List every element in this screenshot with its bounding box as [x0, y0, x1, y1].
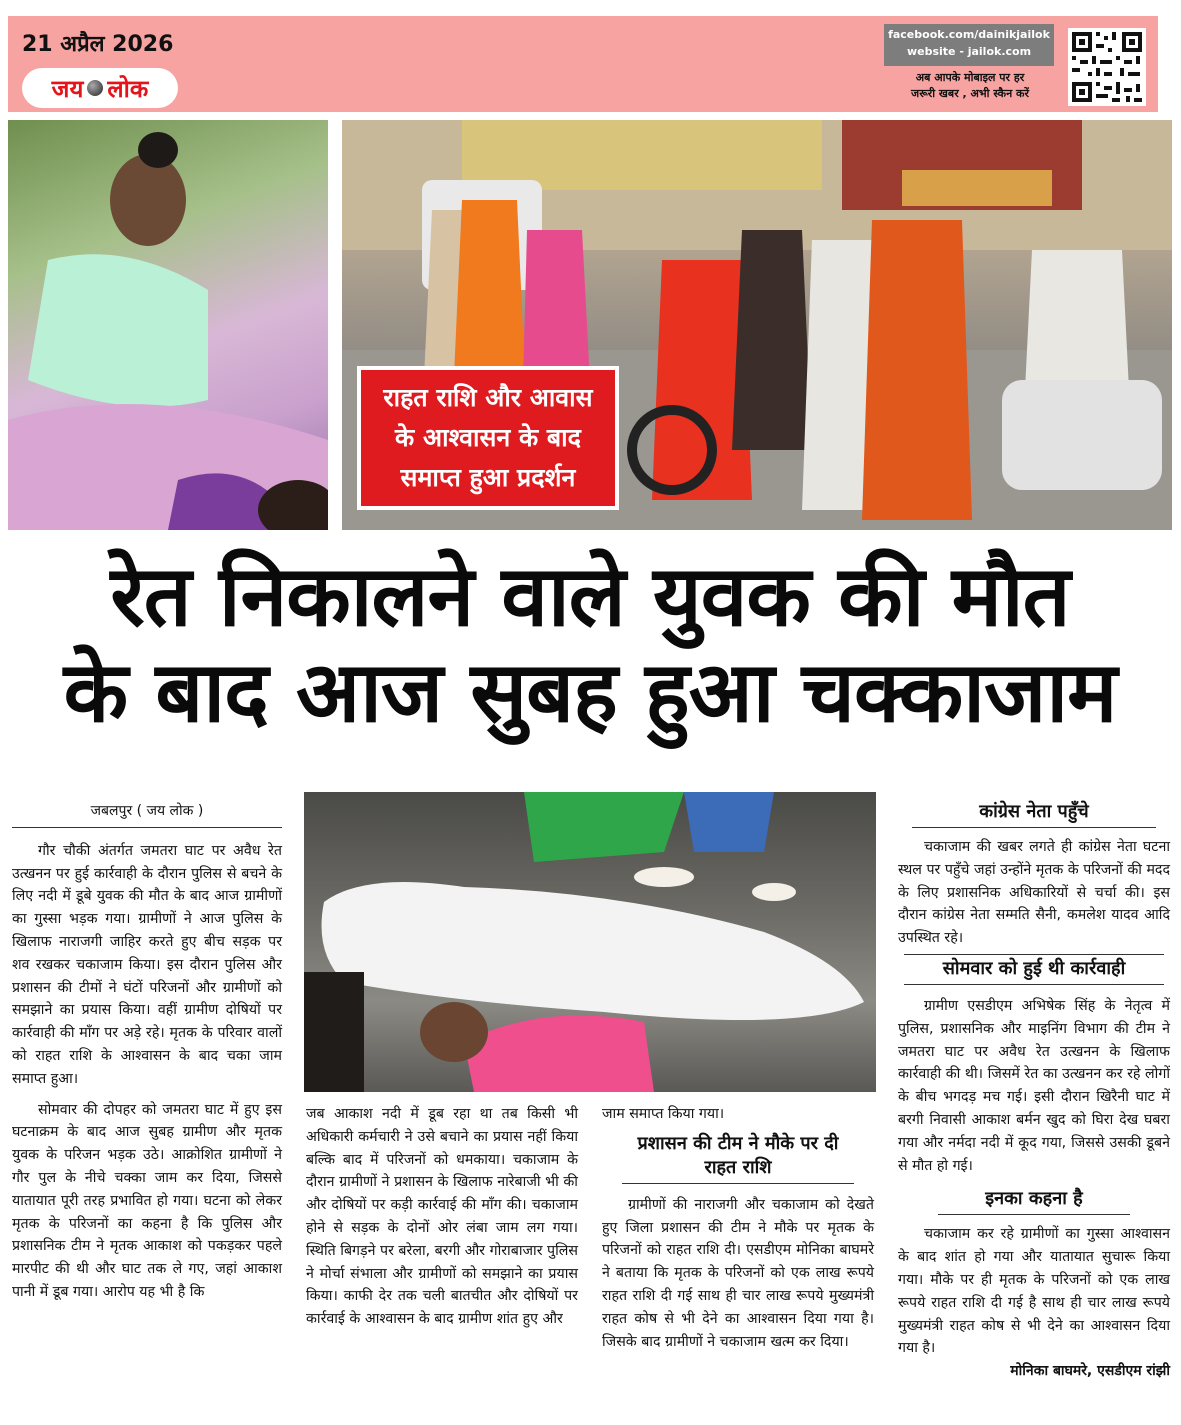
- headline-line-2: के बाद आज सुबह हुआ चक्काजाम: [63, 643, 1117, 741]
- article-column-4: [898, 798, 1170, 1383]
- body-paragraph: जाम समाप्त किया गया।: [602, 1106, 725, 1122]
- subheading-relief-amount: प्रशासन की टीम ने मौके पर दी राहत राशि: [622, 1130, 854, 1184]
- subheading-congress-leaders: कांग्रेस नेता पहुँचे: [912, 798, 1156, 828]
- caption-line-3: समाप्त हुआ प्रदर्शन: [400, 463, 576, 492]
- caption-line-1: राहत राशि और आवास: [383, 383, 593, 412]
- website-link[interactable]: website - jailok.com: [906, 45, 1032, 58]
- article-column-3: [602, 1103, 874, 1353]
- tagline-line-2: जरूरी खबर , अभी स्कैन करें: [911, 87, 1029, 100]
- shrouded-body-photo: [304, 792, 876, 1092]
- globe-icon: [87, 80, 103, 96]
- edition-date: 21 अप्रैल 2026: [22, 32, 174, 57]
- logo-text-right: लोक: [107, 74, 149, 103]
- tagline-line-1: अब आपके मोबाइल पर हर: [915, 71, 1025, 84]
- body-paragraph: चकाजाम की खबर लगते ही कांग्रेस नेता घटना स्थल पर पहुँचे जहां उन्होंने मृतक के परिजनों की मदद के लिए प्रशासनिक अधिकारियों से चर्चा की। इस दौरान कांग्रेस नेता सम्मति सैनी, कमलेश यादव आदि उपस्थित रहे।: [898, 839, 1170, 947]
- social-links-box: [884, 24, 1054, 66]
- logo-text-left: जय: [51, 74, 84, 103]
- body-paragraph: चकाजाम कर रहे ग्रामीणों का गुस्सा आश्वासन के बाद शांत हो गया और यातायात सुचारू किया गया। मौके पर ही मृतक के परिजनों को एक लाख रूपये राहत राशि दी गई है साथ ही चार लाख रूपये मुख्यमंत्री राहत कोष से भी देने का आश्वासन दिया गया है।: [898, 1226, 1170, 1357]
- mourning-women-photo: [8, 120, 328, 530]
- jai-lok-logo: [22, 68, 178, 108]
- facebook-link[interactable]: facebook.com/dainikjailok: [888, 28, 1050, 41]
- main-headline: [10, 548, 1170, 740]
- subheading-statement: इनका कहना है: [938, 1185, 1130, 1215]
- official-signature: मोनिका बाघमरे, एसडीएम रांझी: [1010, 1363, 1170, 1380]
- subheading-monday-action: सोमवार को हुई थी कार्रवाही: [904, 954, 1164, 985]
- qr-code-icon[interactable]: [1068, 28, 1146, 106]
- body-paragraph: ग्रामीण एसडीएम अभिषेक सिंह के नेतृत्व में पुलिस, प्रशासनिक और माइनिंग विभाग की टीम ने जमतरा घाट पर अवैध रेत उत्खनन के खिलाफ कार्रवाही की थी। जिसमें रेत का उत्खनन कर रहे लोगों के बीच भगदड़ मच गई। इसी दौरान खिरैनी घाट में बरगी निवासी आकाश बर्मन खुद को घिरा देख घबरा गया और नर्मदा नदी में कूद गया, जिससे उसकी डूबने से मौत हो गई।: [898, 997, 1170, 1174]
- body-paragraph: सोमवार की दोपहर को जमतरा घाट में हुए इस घटनाक्रम के बाद आज सुबह ग्रामीण और मृतक युवक के परिजन भड़क उठे। आक्रोशित ग्रामीणों ने गौर पुल के नीचे चक्का जाम कर दिया, जिससे यातायात पूरी तरह प्रभावित हो गया। घटना को लेकर मृतक के परिजनों का कहना है कि पुलिस और प्रशासनिक टीम ने मृतक आकाश को पकड़कर पहले मारपीट की थी और घाट तक ले गए, जहां आकाश पानी में डूब गया। आरोप यह भी है कि: [12, 1101, 282, 1300]
- headline-line-1: रेत निकालने वाले युवक की मौत: [110, 547, 1070, 645]
- caption-line-2: के आश्वासन के बाद: [395, 423, 581, 452]
- article-column-2: [306, 1103, 578, 1331]
- body-paragraph: जब आकाश नदी में डूब रहा था तब किसी भी अधिकारी कर्मचारी ने उसे बचाने का प्रयास नहीं किया बल्कि बाद में परिजनों को धमकाया। चकाजाम के दौरान ग्रामीणों ने प्रशासन के खिलाफ नारेबाजी भी की और दोषियों पर कड़ी कार्रवाई की माँग की। चकाजाम होने से सड़क के दोनों ओर लंबा जाम लग गया। स्थिति बिगड़ने पर बरेला, बरगी और गोराबाजार पुलिस ने मोर्चा संभाला और ग्रामीणों को समझाने का प्रयास किया। काफी देर तक चली बातचीत और दोषियों पर कार्रवाई के आश्वासन के बाद ग्रामीण शांत हुए और: [306, 1106, 578, 1328]
- photo-caption-box: [357, 366, 619, 510]
- body-paragraph: ग्रामीणों की नाराजगी और चकाजाम को देखते हुए जिला प्रशासन की टीम ने मौके पर मृतक के परिजनों को राहत राशि दी। एसडीएम मोनिका बाघमरे ने बताया कि मृतक के परिजनों को एक लाख रूपये राहत राशि दी गई साथ ही चार लाख रूपये मुख्यमंत्री राहत कोष से भी देने का आश्वासन दिया गया है। जिसके बाद ग्रामीणों ने चकाजाम खत्म कर दिया।: [602, 1196, 874, 1350]
- scan-tagline: [880, 70, 1060, 102]
- dateline: जबलपुर ( जय लोक ): [12, 800, 282, 828]
- article-column-1: [12, 800, 282, 1304]
- body-paragraph: गौर चौकी अंतर्गत जमतरा घाट पर अवैध रेत उत्खनन पर हुई कार्रवाही के दौरान पुलिस से बचने के लिए नदी में डूबे युवक की मौत के बाद आज ग्रामीणों का गुस्सा भड़क गया। ग्रामीणों ने आज पुलिस के खिलाफ नाराजगी जाहिर करते हुए बीच सड़क पर शव रखकर चकाजाम किया। इस दौरान पुलिस और प्रशासन की टीमों ने घंटों परिजनों और ग्रामीणों को समझाने का प्रयास किया। वहीं ग्रामीण दोषियों पर कार्रवाही की माँग पर अड़े रहे। मृतक के परिवार वालों को राहत राशि के आश्वासन के बाद चका जाम समाप्त हुआ।: [12, 842, 282, 1087]
